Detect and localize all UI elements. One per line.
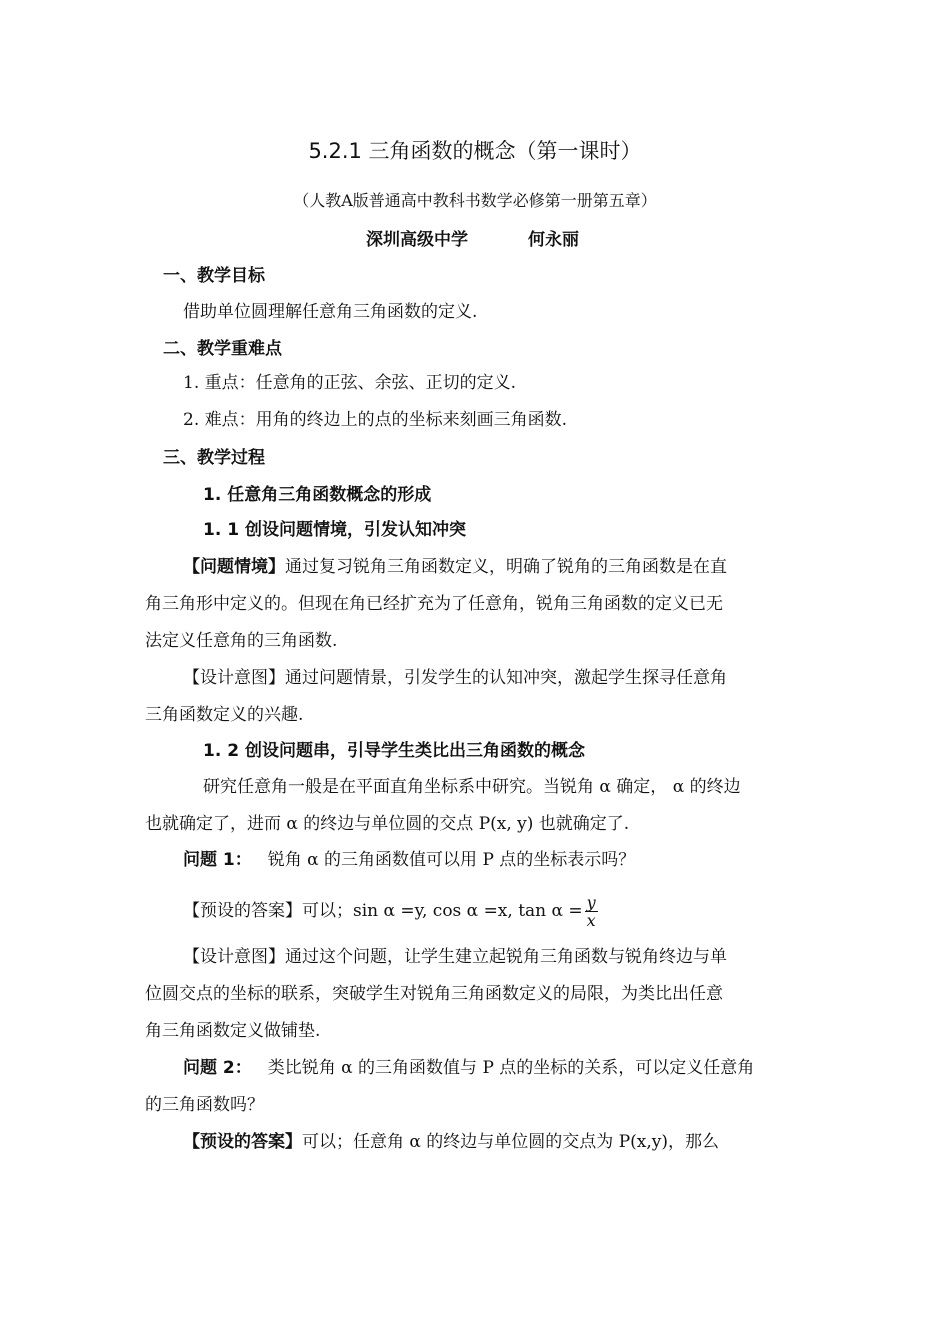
keypoint-item: 2. 难点：用角的终边上的点的坐标来刻画三角函数. [183,410,568,430]
paragraph-line: 法定义任意角的三角函数. [145,631,338,651]
question-line [183,1057,754,1079]
paragraph-line: 角三角形中定义的。但现在角已经扩充为了任意角，锐角三角函数的定义已无 [145,594,723,614]
answer-line [183,1131,719,1153]
subtitle: （人教A版普通高中教科书数学必修第一册第五章） [293,191,657,210]
design-intent-tag: 【设计意图】 [183,668,285,688]
paragraph-text: 通过这个问题，让学生建立起锐角三角函数与锐角终边与单 [285,947,727,967]
paragraph-line: 研究任意角一般是在平面直角坐标系中研究。当锐角 α 确定， α 的终边 [203,777,741,797]
paragraph-line: 三角函数定义的兴趣. [145,705,304,725]
school-name: 深圳高级中学 [366,230,468,250]
paragraph-line [183,556,727,578]
page-title: 5.2.1 三角函数的概念（第一课时） [308,139,642,163]
keypoint-item: 1. 重点：任意角的正弦、余弦、正切的定义. [183,373,517,393]
paragraph-line [183,667,727,689]
question-text: 锐角 α 的三角函数值可以用 P 点的坐标表示吗？ [267,850,636,870]
section-heading-process: 三、教学过程 [163,448,265,468]
answer-text: 可以；任意角 α 的终边与单位圆的交点为 P(x,y)，那么 [302,1132,719,1152]
paragraph-line: 的三角函数吗？ [145,1095,264,1115]
subsection-heading: 1. 任意角三角函数概念的形成 [203,485,432,505]
tan-fraction [585,894,598,929]
question-label: 问题 2： [183,1058,252,1078]
paragraph-line: 也就确定了，进而 α 的终边与单位圆的交点 P(x, y) 也就确定了. [145,814,630,834]
paragraph-text: 通过问题情景，引发学生的认知冲突，激起学生探寻任意角 [285,668,727,688]
paragraph-text: 通过复习锐角三角函数定义，明确了锐角的三角函数是在直 [285,557,727,577]
goal-text: 借助单位圆理解任意角三角函数的定义. [183,302,478,322]
question-text: 类比锐角 α 的三角函数值与 P 点的坐标的关系，可以定义任意角 [267,1058,755,1078]
subsection-heading: 1. 1 创设问题情境，引发认知冲突 [203,520,466,540]
fraction-denominator: x [586,911,596,930]
subsection-heading: 1. 2 创设问题串，引导学生类比出三角函数的概念 [203,741,585,761]
problem-situation-tag: 【问题情境】 [183,557,285,577]
answer-tag: 【预设的答案】 [183,901,302,921]
question-line [183,849,635,871]
author-name: 何永丽 [528,230,579,250]
section-heading-goals: 一、教学目标 [163,266,265,286]
answer-tag: 【预设的答案】 [183,1132,302,1152]
section-heading-keypoints: 二、教学重难点 [163,339,282,359]
paragraph-line [183,946,727,968]
paragraph-line: 位圆交点的坐标的联系，突破学生对锐角三角函数定义的局限，为类比出任意 [145,984,723,1004]
paragraph-line: 角三角函数定义做铺垫. [145,1021,321,1041]
answer-line [183,891,598,931]
question-label: 问题 1： [183,850,252,870]
design-intent-tag: 【设计意图】 [183,947,285,967]
answer-text: 可以；sin α =y, cos α =x, tan α = [302,901,583,921]
fraction-numerator: y [586,893,596,912]
